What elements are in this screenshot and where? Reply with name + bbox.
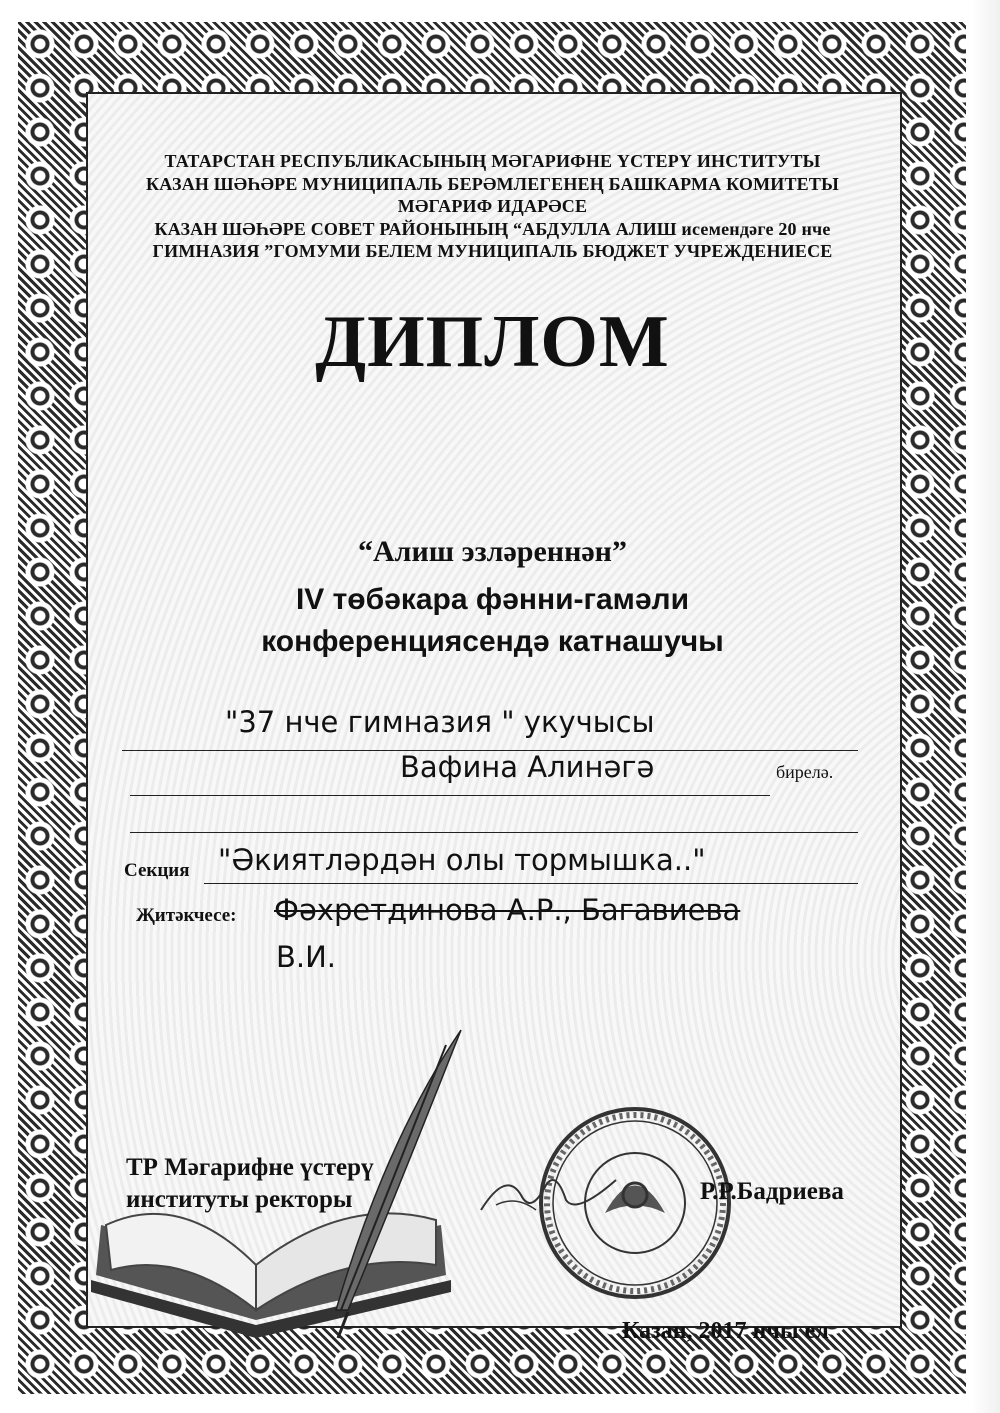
conference-participant: конференциясендә катнашучы (261, 625, 724, 658)
page-title: ДИПЛОМ (315, 301, 670, 383)
signer-name: Р.Р.Бадриева (700, 1178, 844, 1205)
rule-2 (130, 795, 770, 796)
rule-4 (204, 883, 858, 884)
recipient-school: "37 нче гимназия " укучысы (225, 705, 655, 739)
header-line-2: КАЗАН ШӘҺӘРЕ МУНИЦИПАЛЬ БЕРӘМЛЕГЕНЕҢ БАШКАРМА КОМИТЕТЫ (146, 174, 839, 194)
header-line-5: ГИМНАЗИЯ ”ГОМУМИ БЕЛЕМ МУНИЦИПАЛЬ БЮДЖЕТ УЧРЕЖДЕНИЕСЕ (152, 241, 833, 261)
section-label: Секция (124, 860, 190, 881)
supervisor-value-continued: В.И. (276, 940, 337, 974)
supervisor-value: Фәхретдинова А.Р., Багавиева (274, 893, 741, 927)
section-value: "Әкиятләрдән олы тормышка.." (218, 843, 706, 877)
header-line-3: МӘГАРИФ ИДАРӘСЕ (397, 196, 588, 216)
rule-3 (130, 832, 858, 833)
handwritten-signature (476, 1165, 626, 1225)
supervisor-label: Җитәкчесе: (136, 905, 237, 926)
rector-title: ТР Мәгарифне үстерү институты ректоры (126, 1154, 374, 1213)
recipient-name: Вафина Алинәгә (400, 750, 655, 784)
page-edge (972, 0, 1000, 1413)
header-line-1: ТАТАРСТАН РЕСПУБЛИКАСЫНЫҢ МӘГАРИФНЕ ҮСТЕРҮ ИНСТИТУТЫ (164, 151, 821, 171)
conference-type: IV төбәкара фәнни-гамәли (295, 583, 690, 616)
conference-name: “Алиш эзләреннән” (358, 535, 627, 568)
header-line-4: КАЗАН ШӘҺӘРЕ СОВЕТ РАЙОНЫНЫҢ “АБДУЛЛА АЛИШ исемендәге 20 нче (154, 219, 831, 239)
given-label: бирелә. (776, 762, 834, 782)
place-date: Казан, 2017 нчы ел (622, 1318, 829, 1344)
